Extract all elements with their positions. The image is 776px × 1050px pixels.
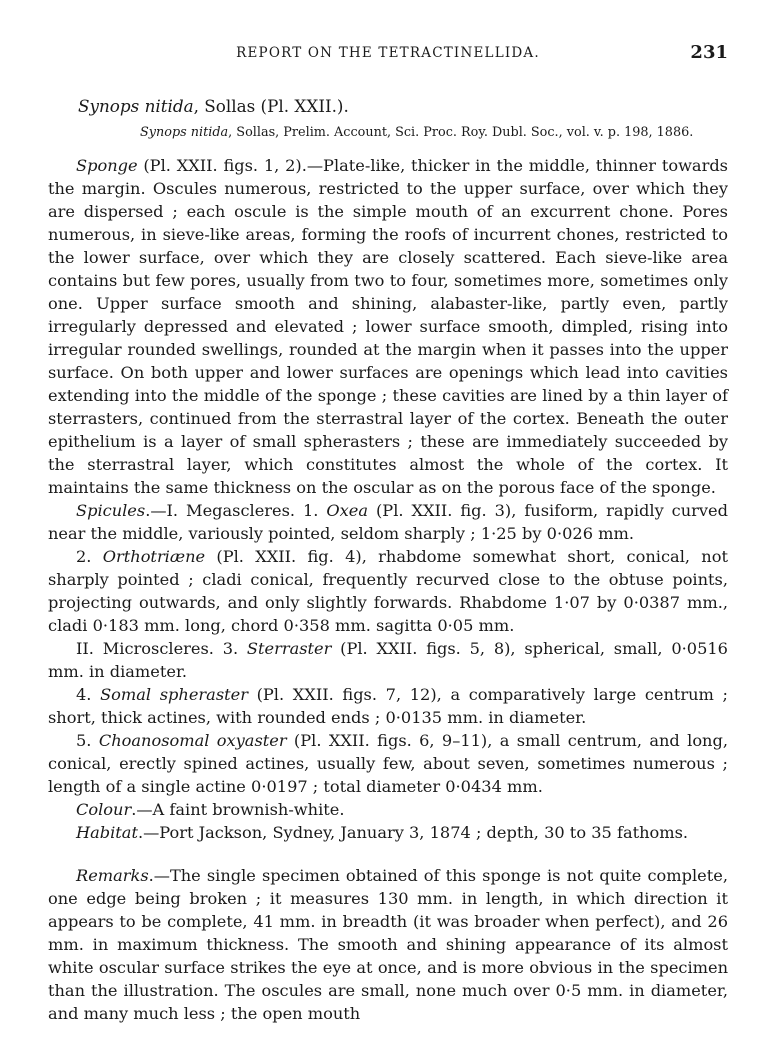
sponge-label: Sponge — [76, 156, 138, 175]
somal-number: 4. — [76, 685, 101, 704]
remarks-text: .—The single specimen obtained of this sponge is not quite complete, one edge being broken ; it measures 130 mm. in length, in which direction it appears to be complete, 41 mm. in breadth (it was broader when perfect), and 26 mm. in maximum thickness. The smooth and shining appearance of its almost white oscular surface strikes the eye at once, and is more obvious in the specimen than the illustration. The oscules are small, none much over 0·5 mm. in diameter, and many much less ; the open mouth — [48, 866, 728, 1023]
species-heading — [78, 96, 349, 116]
orthotriaene-number: 2. — [76, 547, 103, 566]
paragraph-sponge — [48, 154, 728, 499]
orthotriaene-text: (Pl. XXII. fig. 4), rhabdome somewhat short, conical, not sharply pointed ; cladi conical, frequently recurved close to the obtuse points, projecting outwards, and only slightly forwards. Rhabdome 1·07 by 0·0387 mm., cladi 0·183 mm. long, chord 0·358 mm. sagitta 0·05 mm. — [48, 547, 728, 635]
orthotriaene-name: Orthotriæne — [102, 547, 206, 566]
sponge-text: (Pl. XXII. figs. 1, 2).—Plate-like, thicker in the middle, thinner towards the margin. Oscules numerous, restricted to the upper surface, over which they are dispersed ; each oscule is the simple mouth of an excurrent chone. Pores numerous, in sieve-like areas, forming the roofs of incurrent chones, restricted to the lower surface, over which they are closely scattered. Each sieve-like area contains but few pores, usually from two to four, sometimes more, sometimes only one. Upper surface smooth and shining, alabaster-like, partly even, partly irregularly depressed and elevated ; lower surface smooth, dimpled, rising into irregular rounded swellings, rounded at the margin when it passes into the upper surface. On both upper and lower surfaces are openings which lead into cavities extending into the middle of the sponge ; these cavities are lined by a thin layer of sterrasters, continued from the sterrastral layer of the cortex. Beneath the outer epithelium is a layer of small spherasters ; these are immediately succeeded by the sterrastral layer, which constitutes almost the whole of the cortex. It maintains the same thickness on the oscular as on the porous face of the sponge. — [48, 156, 728, 497]
spicules-text-b: (Pl. XXII. fig. 3), fusiform, rapidly curved near the middle, variously pointed, seldom sharply ; 1·25 by 0·026 mm. — [48, 501, 728, 543]
spicules-label: Spicules — [76, 501, 146, 520]
species-authority: , Sollas (Pl. XXII.). — [193, 96, 349, 116]
sterraster-name: Sterraster — [246, 639, 332, 658]
remarks-label: Remarks — [76, 866, 149, 885]
colour-label: Colour — [76, 800, 132, 819]
somal-name: Somal spheraster — [100, 685, 248, 704]
paragraph-habitat — [48, 821, 728, 844]
paragraph-remarks — [48, 864, 728, 1025]
choanosomal-name: Choanosomal oxyaster — [98, 731, 287, 750]
body-text — [48, 154, 728, 1025]
paragraph-somal-spheraster — [48, 683, 728, 729]
choanosomal-text: (Pl. XXII. figs. 6, 9–11), a small centrum, and long, conical, erectly spined actines, usually few, about seven, sometimes numerous ; length of a single actine 0·0197 ; total diameter 0·0434 mm. — [48, 731, 728, 796]
synonymy-citation — [140, 125, 693, 140]
synonym-name: Synops nitida — [140, 125, 229, 140]
sterraster-text: (Pl. XXII. figs. 5, 8), spherical, small, 0·0516 mm. in diameter. — [48, 639, 728, 681]
page-number: 231 — [690, 42, 728, 63]
habitat-label: Habitat — [76, 823, 138, 842]
paragraph-choanosomal-oxyaster — [48, 729, 728, 798]
running-title: REPORT ON THE TETRACTINELLIDA. — [236, 45, 540, 61]
paragraph-colour — [48, 798, 728, 821]
paragraph-spicules — [48, 499, 728, 545]
synonym-citation-text: , Sollas, Prelim. Account, Sci. Proc. Roy. Dubl. Soc., vol. v. p. 198, 1886. — [228, 125, 694, 140]
section-gap — [48, 844, 728, 864]
choanosomal-number: 5. — [76, 731, 99, 750]
species-name: Synops nitida — [78, 96, 194, 116]
paragraph-orthotriaene — [48, 545, 728, 637]
oxea-name: Oxea — [326, 501, 369, 520]
paragraph-sterraster — [48, 637, 728, 683]
sterraster-prefix: II. Microscleres. 3. — [76, 639, 247, 658]
spicules-text-a: .—I. Megascleres. 1. — [145, 501, 327, 520]
colour-text: .—A faint brownish-white. — [131, 800, 345, 819]
somal-text: (Pl. XXII. figs. 7, 12), a comparatively large centrum ; short, thick actines, with rounded ends ; 0·0135 mm. in diameter. — [48, 685, 729, 727]
habitat-text: .—Port Jackson, Sydney, January 3, 1874 ; depth, 30 to 35 fathoms. — [137, 823, 689, 842]
running-head — [48, 42, 728, 67]
